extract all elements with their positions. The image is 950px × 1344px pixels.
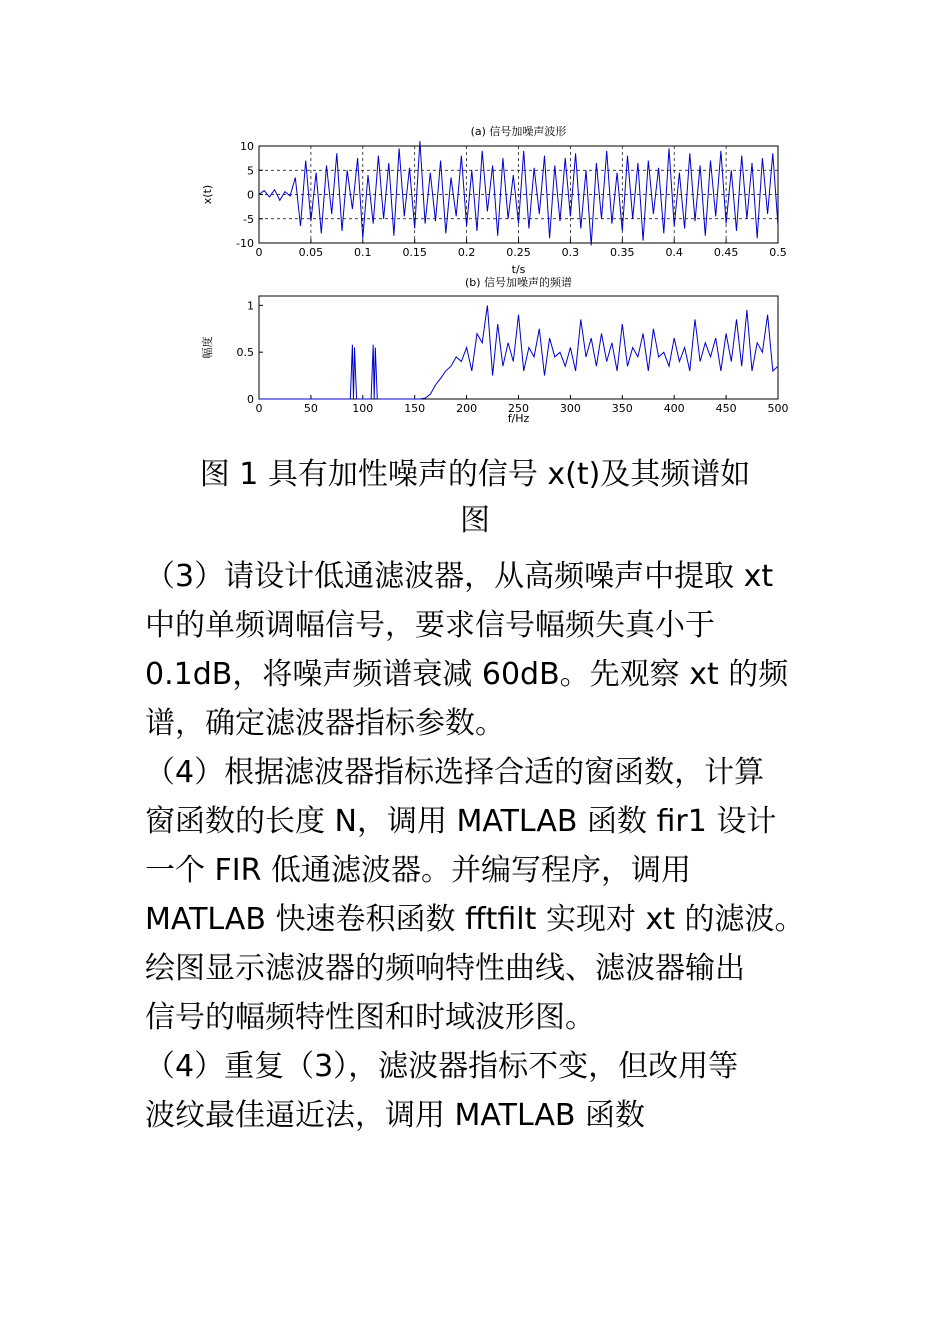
x-tick-label: 300 — [559, 402, 581, 415]
chart-title: (b) 信号加噪声的频谱 — [464, 276, 573, 289]
chart-b-spectrum — [200, 275, 789, 425]
plot-frame — [259, 296, 778, 399]
text-line: （3）请设计低通滤波器，从高频噪声中提取 xt — [145, 559, 774, 594]
x-tick-label: 0.25 — [506, 246, 531, 259]
y-tick-label: 10 — [240, 140, 254, 153]
x-tick-label: 0 — [255, 402, 263, 415]
paragraph-step-3 — [145, 552, 825, 748]
x-tick-label: 0.2 — [457, 246, 476, 259]
text-line: 波纹最佳逼近法，调用 MATLAB 函数 — [145, 1098, 645, 1133]
text-line: 谱，确定滤波器指标参数。 — [145, 706, 505, 741]
y-tick-label: 0 — [247, 188, 254, 202]
x-tick-label: 0.45 — [713, 246, 739, 259]
text-line: 信号的幅频特性图和时域波形图。 — [145, 1000, 595, 1035]
chart-title: (a) 信号加噪声波形 — [470, 125, 567, 138]
y-tick-label: 1 — [247, 299, 254, 313]
x-tick-label: 150 — [404, 402, 426, 415]
text-line: 窗函数的长度 N，调用 MATLAB 函数 fir1 设计 — [145, 804, 777, 839]
x-tick-label: 0.4 — [665, 246, 683, 259]
x-tick-label: 0.1 — [354, 246, 372, 259]
series-line — [259, 305, 778, 399]
x-tick-label: 250 — [508, 402, 529, 415]
x-tick-label: 0.05 — [298, 246, 324, 259]
y-tick-label: -5 — [243, 212, 254, 226]
x-tick-label: 400 — [663, 402, 685, 415]
text-line: 0.1dB，将噪声频谱衰减 60dB。先观察 xt 的频 — [145, 657, 789, 692]
x-tick-label: 450 — [715, 402, 737, 415]
text-line: （4）根据滤波器指标选择合适的窗函数，计算 — [145, 755, 765, 790]
figure — [195, 120, 815, 440]
paragraph-step-4-repeat — [145, 1042, 825, 1140]
caption-line-2: 图 — [460, 503, 490, 538]
x-tick-label: 50 — [303, 402, 318, 415]
series-line — [259, 141, 778, 245]
x-tick-label: 0 — [255, 246, 263, 259]
text-line: 一个 FIR 低通滤波器。并编写程序，调用 — [145, 853, 692, 888]
y-tick-label: 0 — [247, 393, 254, 406]
x-tick-label: 0.15 — [402, 246, 427, 259]
x-tick-label: 0.3 — [561, 246, 580, 259]
x-axis-label: t/s — [511, 263, 526, 276]
paragraph-step-4 — [145, 748, 825, 1042]
chart-a-waveform — [201, 124, 787, 276]
text-line: MATLAB 快速卷积函数 fftfilt 实现对 xt 的滤波。 — [145, 902, 805, 937]
x-tick-label: 350 — [611, 402, 633, 415]
text-line: 绘图显示滤波器的频响特性曲线、滤波器输出 — [145, 951, 745, 986]
y-tick-label: -10 — [236, 237, 254, 250]
figure-caption — [145, 452, 805, 544]
x-tick-label: 0.5 — [769, 246, 787, 259]
y-axis-label: x(t) — [201, 184, 214, 205]
y-tick-label: 5 — [247, 164, 254, 178]
text-line: （4）重复（3），滤波器指标不变，但改用等 — [145, 1049, 739, 1084]
caption-line-1: 图 1 具有加性噪声的信号 x(t)及其频谱如 — [199, 457, 751, 492]
y-axis-label: 幅度 — [201, 336, 214, 359]
x-tick-label: 200 — [456, 402, 478, 415]
x-tick-label: 0.35 — [610, 246, 635, 259]
x-tick-label: 100 — [352, 402, 374, 415]
y-tick-label: 0.5 — [236, 346, 254, 360]
text-line: 中的单频调幅信号，要求信号幅频失真小于 — [145, 608, 715, 643]
x-tick-label: 500 — [767, 402, 789, 415]
x-axis-label: f/Hz — [507, 412, 530, 425]
